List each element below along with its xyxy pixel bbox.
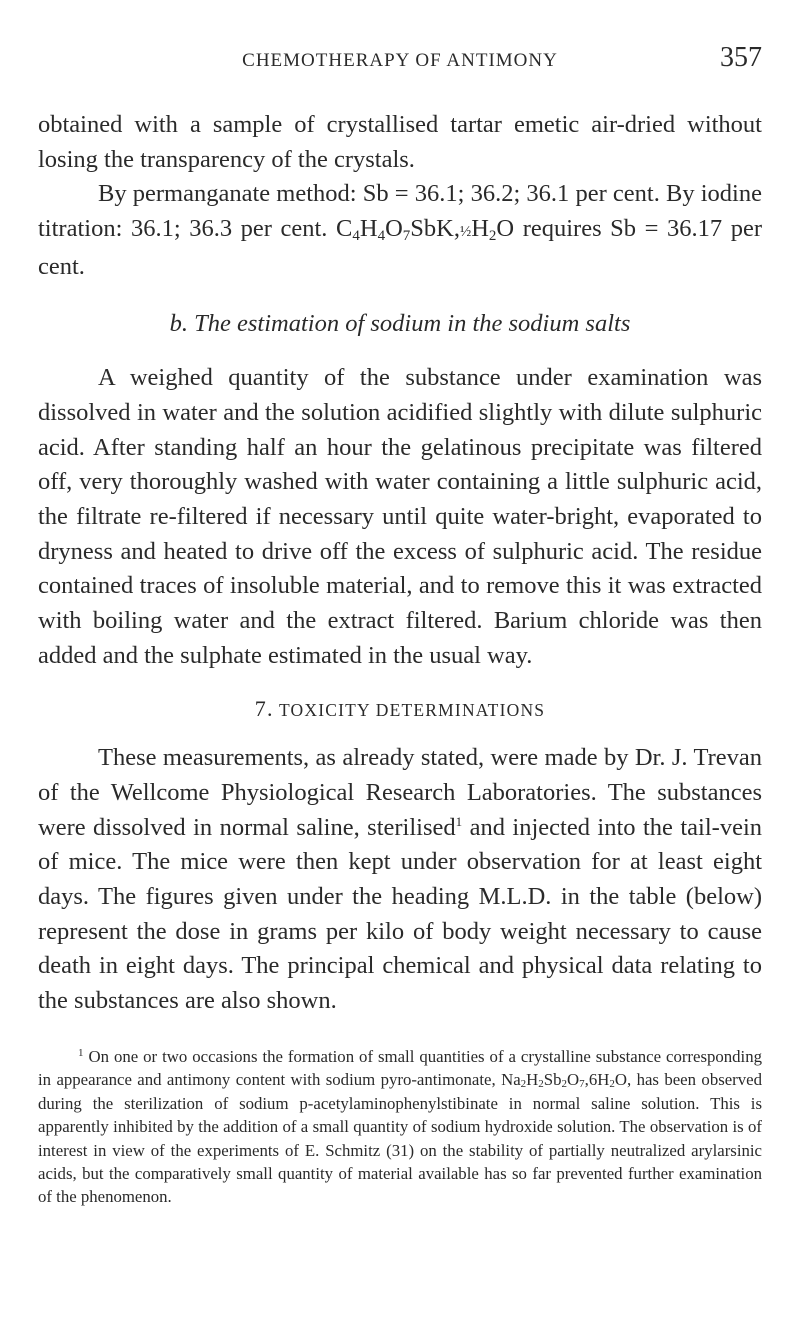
running-head: CHEMOTHERAPY OF ANTIMONY	[242, 50, 558, 71]
section-heading-b	[38, 307, 762, 342]
section-number: 7.	[254, 695, 274, 721]
requirement-text: requires Sb = 36.17 per cent.	[38, 215, 762, 280]
paragraph-text: A weighed quantity of the substance under examination was dissolved in water and the solution acidified slightly with dilute sulphuric acid. After standing half an hour the gelatinous precipitate was filtered off, very thoroughly washed with water containing a little sulphuric acid, the filtrate re-filtered if necessary until quite water-bright, evaporated to dryness and heated to drive off the excess of sulphuric acid. The residue contained traces of insoluble material, and to remove this it was extracted with boiling water and the extract filtered. Barium chloride was then added and the sulphate estimated in the usual way.	[38, 364, 762, 669]
assay-results-paragraph	[38, 177, 762, 284]
page-number: 357	[720, 42, 762, 73]
paragraph-text-b: and injected into the tail-vein of mice. The mice were then kept under observation for at least eight days. The figures given under the heading M.L.D. in the table (below) represent the dose in grams per kilo of body weight necessary to cause death in eight days. The principal chemical and physical data relating to the substances are also shown.	[38, 813, 762, 1015]
toxicity-paragraph	[38, 741, 762, 1019]
paragraph-text-a: These measurements, as already stated, were made by Dr. J. Trevan of the Wellcome Physiological Research Laboratories. The substances were dissolved in normal saline, sterilised	[38, 744, 762, 841]
page-header	[38, 42, 762, 78]
section-letter: b.	[169, 309, 188, 337]
chemical-formula: $C_4H_4O_7SbK,\frac{1}{2}H_2O$	[336, 215, 515, 245]
section-title: The estimation of sodium in the sodium salts	[194, 309, 631, 337]
footnote-reference: 1	[455, 813, 463, 829]
paragraph-continuation	[38, 108, 762, 177]
section-title: TOXICITY DETERMINATIONS	[278, 699, 546, 720]
section-heading-7	[38, 692, 762, 728]
sodium-estimation-paragraph	[38, 361, 762, 673]
footnote: $^1$ On one or two occasions the formation of small quantities of a crystalline substance corresponding in appearance and antimony content with sodium pyro-antimonate, $Na_2H_2Sb_2O_7,6H_2O$, has been observed during the sterilization of sodium p-acetylaminophenylstibinate in normal saline solution. This is apparently inhibited by the addition of a small quantity of sodium hydroxide solution. The observation is of interest in view of the experiments of E. Schmitz (31) on the stability of partially neutralized arylarsinic acids, but the comparatively small quantity of material available has so far prevented further examination of the phenomenon.	[38, 1046, 763, 1207]
permanganate-result: By permanganate method: Sb = 36.1; 36.2; 36.1 per cent.	[98, 180, 660, 208]
page-body	[38, 108, 762, 1209]
paragraph-text: obtained with a sample of crystallised tartar emetic air-dried without losing the transparency of the crystals.	[38, 111, 762, 173]
footnote-marker: 1	[78, 1046, 84, 1059]
iodine-result: By iodine titration: 36.1; 36.3 per cent.	[38, 180, 762, 243]
